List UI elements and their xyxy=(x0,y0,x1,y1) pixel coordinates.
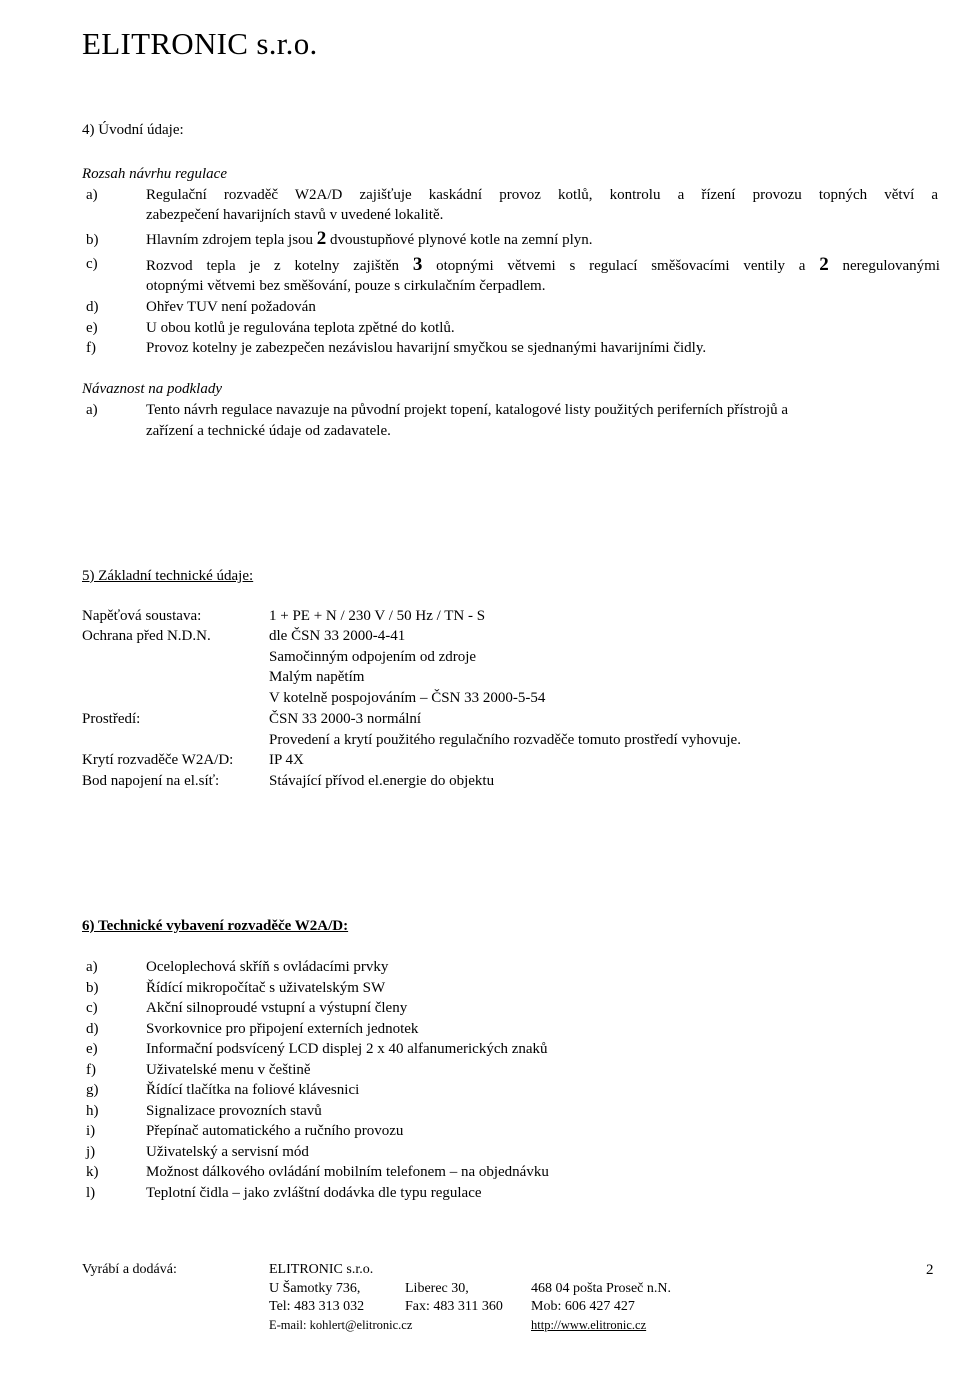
tech-row: Prostředí: xyxy=(82,711,141,727)
footer-street: U Šamotky 736, xyxy=(269,1281,361,1296)
tech-value: V kotelně pospojováním – ČSN 33 2000-5-54 xyxy=(269,690,546,706)
tech-row: Ochrana před N.D.N. xyxy=(82,628,211,644)
tech-value: Provedení a krytí použitého regulačního rozvaděče tomuto prostředí vyhovuje. xyxy=(269,732,741,748)
tech-value: 1 + PE + N / 230 V / 50 Hz / TN - S xyxy=(269,608,486,624)
footer-fax: Fax: 483 311 360 xyxy=(405,1299,503,1314)
tech-value: Samočinným odpojením od zdroje xyxy=(269,649,477,665)
list-item: e) U obou kotlů je regulována teplota zpětné do kotlů. xyxy=(86,320,455,336)
tech-row: Krytí rozvaděče W2A/D: xyxy=(82,752,234,768)
footer-tel: Tel: 483 313 032 xyxy=(269,1299,365,1314)
list-item: b) Hlavním zdrojem tepla jsou 2 dvoustupňové plynové kotle na zemní plyn. xyxy=(86,228,593,249)
list-item: d) Svorkovnice pro připojení externích jednotek xyxy=(86,1020,419,1037)
footer-label: Vyrábí a dodává: xyxy=(82,1262,177,1277)
footer-email: E-mail: kohlert@elitronic.cz xyxy=(269,1318,413,1332)
tech-value: ČSN 33 2000-3 normální xyxy=(269,711,422,727)
tech-row: Napěťová soustava: xyxy=(82,608,202,624)
tech-row: Bod napojení na el.síť: xyxy=(82,773,220,789)
list-item: d) Ohřev TUV není požadován xyxy=(86,299,316,315)
tech-value: dle ČSN 33 2000-4-41 xyxy=(269,628,406,644)
section4-subtitle-references: Návaznost na podklady xyxy=(82,381,222,397)
section4-title: 4) Úvodní údaje: xyxy=(82,122,184,138)
section4-subtitle-scope: Rozsah návrhu regulace xyxy=(82,166,227,182)
list-item: c) Akční silnoproudé vstupní a výstupní členy xyxy=(86,1000,408,1016)
list-item: a) Oceloplechová skříň s ovládacími prvky xyxy=(86,959,389,975)
tech-value: IP 4X xyxy=(269,752,304,768)
footer-company: ELITRONIC s.r.o. xyxy=(269,1262,374,1277)
list-item: l) Teplotní čidla – jako zvláštní dodávka dle typu regulace xyxy=(86,1184,482,1201)
list-item: i) Přepínač automatického a ručního provozu xyxy=(86,1123,404,1139)
list-item: h) Signalizace provozních stavů xyxy=(86,1102,322,1119)
section6-title: 6) Technické vybavení rozvaděče W2A/D: xyxy=(82,918,349,934)
list-item: f) Uživatelské menu v češtině xyxy=(86,1061,311,1078)
company-logo-text: ELITRONIC s.r.o. xyxy=(82,26,318,61)
list-item: g) Řídící tlačítka na foliové klávesnici xyxy=(86,1082,360,1098)
list-item: b) Řídící mikropočítač s uživatelským SW xyxy=(86,979,386,996)
tech-value: Malým napětím xyxy=(269,669,365,685)
page-number: 2 xyxy=(926,1262,934,1278)
footer-mobile: Mob: 606 427 427 xyxy=(531,1299,635,1314)
equipment-list xyxy=(86,957,549,1203)
footer-city: Liberec 30, xyxy=(405,1281,469,1296)
list-item: j) Uživatelský a servisní mód xyxy=(86,1143,309,1160)
footer-post: 468 04 pošta Proseč n.N. xyxy=(531,1281,671,1296)
list-item: f) Provoz kotelny je zabezpečen nezávislou havarijní smyčkou se sjednanými havarijními čidly. xyxy=(86,340,707,356)
tech-value: Stávající přívod el.energie do objektu xyxy=(269,773,495,789)
section5-title: 5) Základní technické údaje: xyxy=(82,568,254,584)
list-item: e) Informační podsvícený LCD displej 2 x 40 alfanumerických znaků xyxy=(86,1041,548,1057)
list-item: k) Možnost dálkového ovládání mobilním telefonem – na objednávku xyxy=(86,1164,549,1180)
footer-web-link[interactable]: http://www.elitronic.cz xyxy=(531,1318,647,1332)
